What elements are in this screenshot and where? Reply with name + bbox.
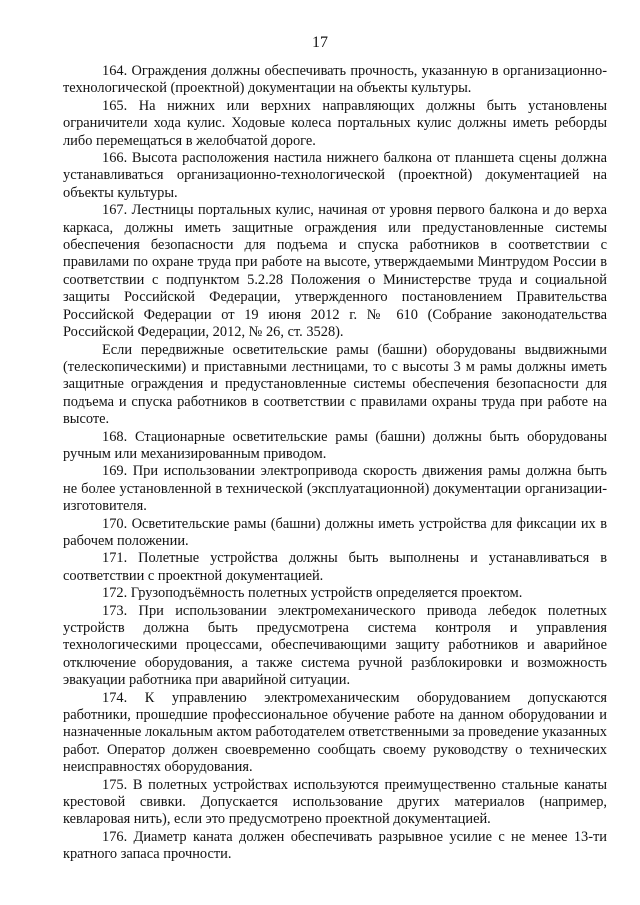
paragraph-175: 175. В полетных устройствах используются преимущественно стальные канаты крестовой свивки. Допускается использование других материалов (например, кевларовая нить), если это предусмотрено проектной документацией. — [63, 776, 607, 828]
paragraph-176: 176. Диаметр каната должен обеспечивать разрывное усилие с не менее 13-ти кратного запаса прочности. — [63, 828, 607, 863]
paragraph-164: 164. Ограждения должны обеспечивать прочность, указанную в организационно-технологической (проектной) документации на объекты культуры. — [63, 63, 607, 97]
document-body — [63, 63, 607, 864]
paragraph-174: 174. К управлению электромеханическим оборудованием допускаются работники, прошедшие профессиональное обучение работе на данном оборудовании и назначенные локальным актом работодателем ответственными за проведение указанных работ. Оператор должен своевременно сообщать своему руководству о технических неисправностях оборудования. — [63, 689, 608, 776]
paragraph-169: 169. При использовании электропривода скорость движения рамы должна быть не более установленной в технической (эксплуатационной) документации организации-изготовителя. — [63, 463, 607, 515]
paragraph-166: 166. Высота расположения настила нижнего балкона от планшета сцены должна устанавливаться организационно-технологической (проектной) документацией на объекты культуры. — [63, 150, 607, 201]
paragraph-172: 172. Грузоподъёмность полетных устройств определяется проектом. — [102, 585, 523, 602]
paragraph-168: 168. Стационарные осветительские рамы (башни) должны быть оборудованы ручным или механизированным приводом. — [63, 428, 607, 462]
paragraph-171: 171. Полетные устройства должны быть выполнены и устанавливаться в соответствии с проектной документацией. — [63, 550, 607, 584]
paragraph-165: 165. На нижних или верхних направляющих должны быть установлены ограничители хода кулис. Ходовые колеса портальных кулис должны иметь реборды либо перемещаться в желобчатой дороге. — [63, 97, 607, 149]
paragraph-170: 170. Осветительские рамы (башни) должны иметь устройства для фиксации их в рабочем положении. — [63, 515, 607, 549]
paragraph-167: 167. Лестницы портальных кулис, начиная от уровня первого балкона и до верха каркаса, должны иметь защитные ограждения или предустановленные системы обеспечения безопасности для подъема и спуска работников в соответствии с правилами по охране труда при работе на высоте, утверждаемыми Минтрудом России в соответствии с подпунктом 5.2.28 Положения о Министерстве труда и социальной защиты Российской Федерации, утвержденного постановлением Правительства Российской Федерации от 19 июня 2012 г. № 610 (Собрание законодательства Российской Федерации, 2012, № 26, ст. 3528). — [63, 202, 607, 341]
paragraph-173: 173. При использовании электромеханического привода лебедок полетных устройств должна быть предусмотрена система контроля и управления технологическими процессами, обеспечивающими защиту работников и аварийное отключение оборудования, а также система ручной разблокировки и возможность эвакуации работника при аварийной ситуации. — [63, 602, 607, 689]
page-number: 17 — [312, 34, 328, 51]
paragraph-167-continued: Если передвижные осветительские рамы (башни) оборудованы выдвижными (телескопическими) и приставными лестницами, то с высоты 3 м рамы должны иметь защитные ограждения и предустановленные системы обеспечения безопасности для подъема и спуска работников в соответствии с правилами охраны труда при работе на высоте. — [63, 341, 607, 428]
